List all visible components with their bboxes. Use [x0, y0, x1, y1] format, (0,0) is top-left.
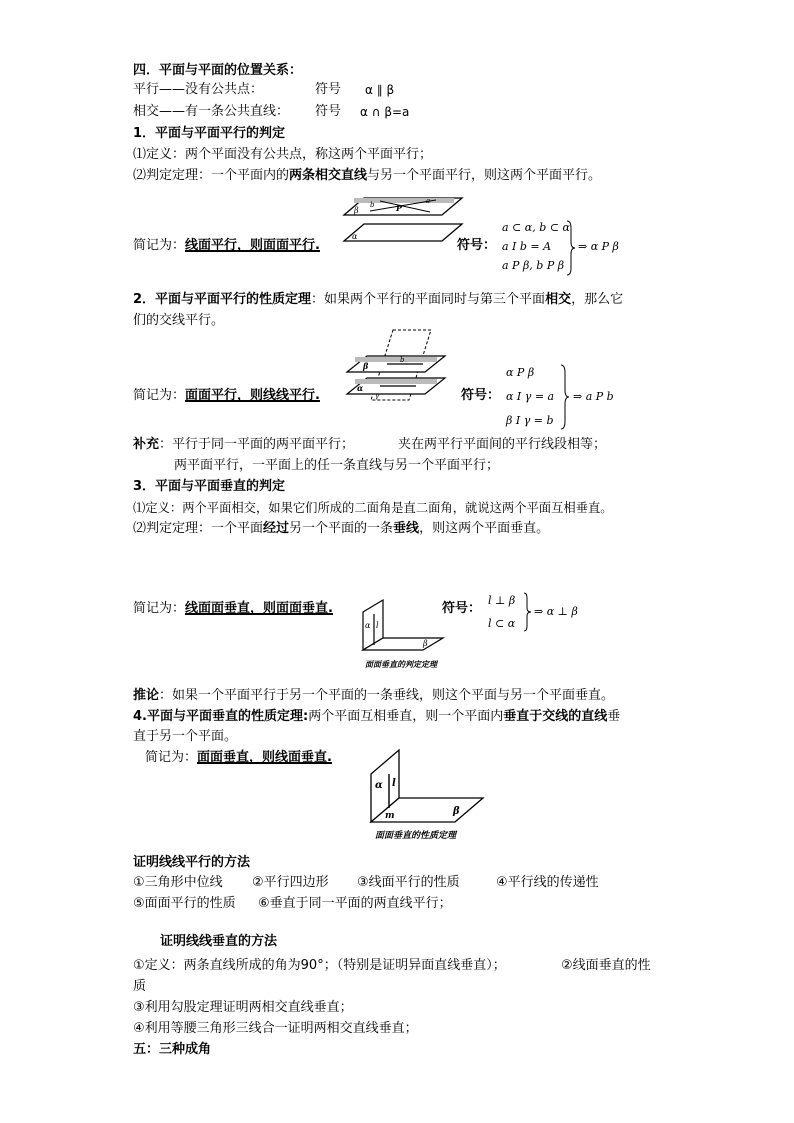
plane-beta-shading [354, 198, 454, 203]
p3-brief: 简记为：线面面垂直，则面面垂直. [133, 601, 333, 616]
label-alpha: α [352, 232, 358, 241]
intersect-relation: 相交——有一条公共直线： [133, 104, 290, 119]
label-beta: β [453, 806, 460, 817]
p1-brief: 简记为：线面平行，则面面平行. [133, 238, 320, 253]
method-perp-4: ④利用等腰三角形三线合一证明两相交直线垂直； [133, 1021, 418, 1036]
p3-symbol-label: 符号： [442, 601, 482, 616]
label-a: a [426, 197, 431, 205]
method-perp-2: ②线面垂直的性 [561, 958, 651, 973]
parallel-relation: 平行——没有公共点： [133, 82, 264, 97]
parallel-planes-property-figure [345, 328, 447, 403]
p2-symbol-result: ⇒ a P b [573, 390, 614, 403]
p2-symbol-line-3: β I γ = b [506, 414, 554, 427]
p4-figure-caption: 面面垂直的性质定理 [375, 831, 457, 841]
supplement-line-2: 夹在两平行平面间的平行线段相等； [398, 437, 607, 452]
perpendicular-criterion-figure [355, 598, 445, 658]
label-b: b [370, 201, 375, 209]
p3-symbol-line-1: l ⊥ β [488, 594, 516, 607]
p2-symbol-line-1: α P β [506, 366, 535, 379]
p1-symbol-line-3: a P β, b P β [502, 259, 565, 272]
p4-statement-1: 4.平面与平面垂直的性质定理:两个平面互相垂直，则一个平面内垂直于交线的直线垂 [133, 709, 621, 724]
label-beta: β [423, 639, 428, 648]
label-alpha: α [375, 780, 383, 791]
p1-symbol-line-1: a ⊂ α, b ⊂ α [502, 221, 570, 234]
section-5-heading: 五：三种成角 [133, 1042, 212, 1057]
method-parallel-6: ⑥垂直于同一平面的两直线平行； [258, 896, 452, 911]
p2-statement-2: 们的交线平行。 [133, 313, 225, 328]
supplement-line-1: 补充：平行于同一平面的两平面平行； [133, 437, 355, 452]
method-parallel-4: ④平行线的传递性 [496, 875, 599, 890]
p1-brace-icon [566, 220, 576, 276]
parallel-symbol: α ∥ β [365, 83, 395, 97]
p2-statement-1: 2．平面与平面平行的性质定理：如果两个平行的平面同时与第三个平面相交，那么它 [133, 292, 624, 307]
p1-title: 1．平面与平面平行的判定 [133, 126, 286, 141]
method-parallel-2: ②平行四边形 [252, 875, 329, 890]
p4-brief: 简记为：面面垂直，则线面垂直. [145, 750, 332, 765]
p3-title: 3．平面与平面垂直的判定 [133, 479, 286, 494]
section-4-heading: 四．平面与平面的位置关系： [133, 63, 303, 78]
label-alpha: α [365, 621, 371, 630]
p2-symbol-label: 符号： [461, 388, 501, 403]
parallel-symbol-label: 符号 [315, 82, 342, 97]
method-perp-2-cont: 质 [133, 979, 147, 994]
p1-symbol-result: ⇒ α P β [578, 240, 619, 253]
p3-theorem: ⑵判定定理：一个平面经过另一个平面的一条垂线，则这两个平面垂直。 [133, 521, 550, 536]
corollary: 推论：如果一个平面平行于另一个平面的一条垂线，则这个平面与另一个平面垂直。 [133, 688, 615, 703]
supplement-line-3: 两平面平行，一平面上的任一条直线与另一个平面平行； [174, 458, 500, 473]
plane-alpha-shading [355, 379, 437, 384]
plane-alpha [344, 224, 462, 241]
p3-figure-caption: 面面垂直的判定定理 [365, 660, 437, 669]
label-gamma: γ [375, 392, 380, 400]
parallel-planes-criterion-figure [340, 190, 465, 250]
label-beta: β [363, 361, 369, 371]
p3-symbol-line-2: l ⊂ α [488, 617, 516, 630]
methods-parallel-title: 证明线线平行的方法 [133, 855, 251, 870]
p1-definition: ⑴定义：两个平面没有公共点，称这两个平面平行； [133, 147, 433, 162]
label-l: l [392, 778, 396, 789]
method-perp-1: ①定义：两条直线所成的角为90°；（特别是证明异面直线垂直）； [133, 958, 506, 973]
p1-symbol-line-2: a I b = A [502, 240, 552, 253]
label-beta: β [354, 206, 359, 215]
p1-theorem: ⑵判定定理：一个平面内的两条相交直线与另一个平面平行，则这两个平面平行。 [133, 168, 602, 183]
p3-brace-icon [523, 592, 532, 632]
p3-symbol-result: ⇒ α ⊥ β [534, 605, 578, 618]
p2-symbol-line-2: α I γ = a [506, 390, 555, 403]
method-parallel-5: ⑤面面平行的性质 [133, 896, 236, 911]
method-parallel-3: ③线面平行的性质 [357, 875, 460, 890]
label-b: b [400, 356, 405, 364]
method-perp-3: ③利用勾股定理证明两相交直线垂直； [133, 1000, 353, 1015]
p1-symbol-label: 符号： [457, 238, 497, 253]
label-l: l [376, 621, 379, 630]
intersect-symbol: α ∩ β=a [360, 105, 410, 119]
perpendicular-property-figure [365, 746, 485, 824]
label-p: P [396, 203, 403, 213]
p3-definition: ⑴定义：两个平面相交，如果它们所成的二面角是直二面角，就说这两个平面互相垂直。 [133, 501, 613, 515]
intersect-symbol-label: 符号 [315, 104, 342, 119]
p4-statement-2: 直于另一个平面。 [133, 729, 238, 744]
label-m: m [385, 811, 395, 821]
method-parallel-1: ①三角形中位线 [133, 875, 223, 890]
p2-brace-icon [560, 364, 570, 430]
methods-perp-title: 证明线线垂直的方法 [160, 934, 278, 949]
p2-brief: 简记为：面面平行，则线线平行. [133, 388, 320, 403]
label-alpha: α [357, 383, 364, 393]
